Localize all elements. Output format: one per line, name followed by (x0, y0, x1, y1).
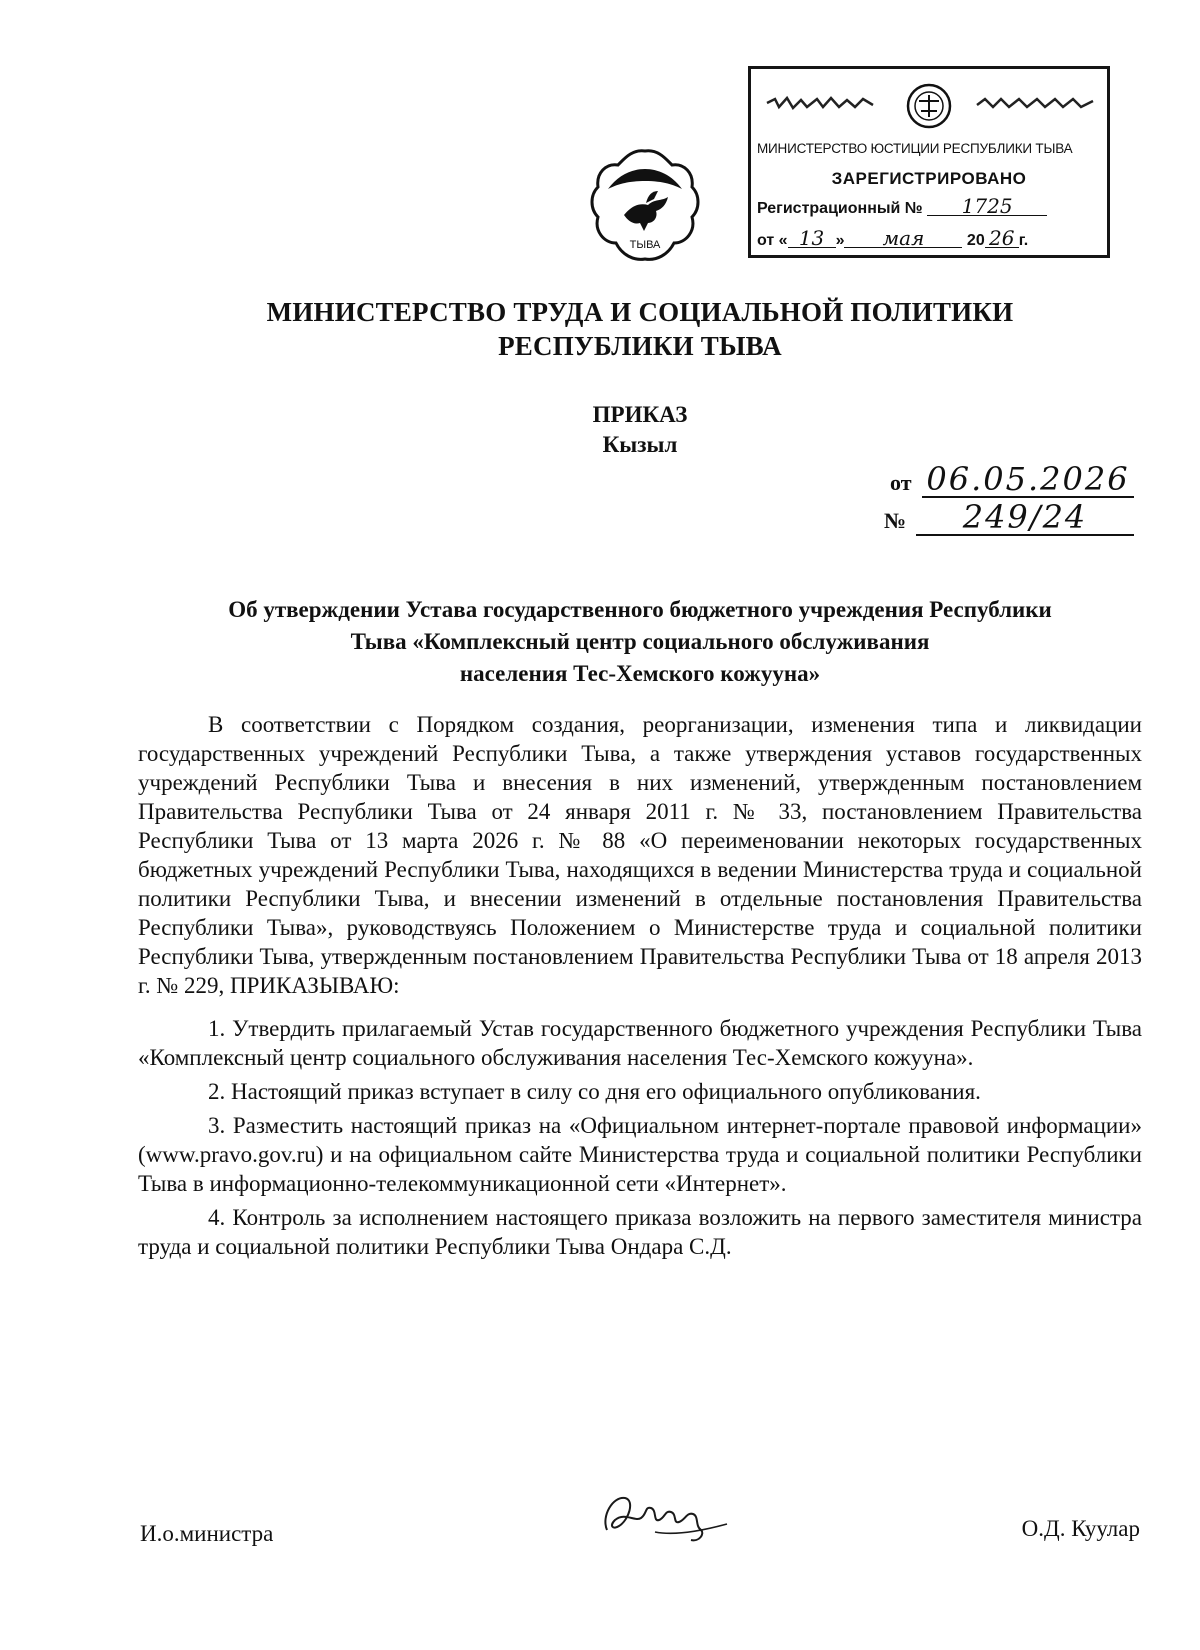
document-city: Кызыл (602, 432, 678, 457)
stamp-date-year-prefix: 20 (966, 232, 985, 249)
stamp-seal-icon (905, 81, 953, 131)
order-date-row (890, 462, 1140, 500)
stamp-ministry: МИНИСТЕРСТВО ЮСТИЦИИ РЕСПУБЛИКИ ТЫВА (757, 141, 1073, 156)
order-item-1: 1. Утвердить прилагаемый Устав государственного бюджетного учреждения Республики Тыва «Комплексный центр социального обслуживания населения Тес-Хемского кожууна». (138, 1016, 1142, 1070)
stamp-date-day: 13 (788, 229, 836, 248)
handwritten-signature (595, 1486, 735, 1546)
subject-line-1: Об утверждении Устава государственного бюджетного учреждения Республики (228, 597, 1052, 622)
order-item-3: 3. Разместить настоящий приказ на «Официальном интернет-портале правовой информации» (www.pravo.gov.ru) и на официальном сайте Министерства труда и социальной политики Республики Тыва в информационно-телекоммуникационной сети «Интернет». (138, 1113, 1142, 1196)
stamp-illegible-text-right (975, 95, 1095, 111)
stamp-reg-label: Регистрационный № (757, 200, 923, 217)
stamp-registered: ЗАРЕГИСТРИРОВАНО (831, 169, 1027, 188)
signatory-role: И.о.министра (140, 1521, 274, 1546)
order-date-label: от (890, 470, 912, 495)
stamp-illegible-text-left (765, 95, 875, 111)
stamp-header (765, 77, 1095, 133)
order-item-2: 2. Настоящий приказ вступает в силу со дня его официального опубликования. (208, 1079, 981, 1104)
order-number-value: 249/24 (916, 500, 1134, 536)
stamp-date-mid: » (835, 232, 845, 249)
stamp-date-month: мая (844, 229, 962, 248)
organization-line-2: РЕСПУБЛИКИ ТЫВА (498, 331, 782, 361)
stamp-registration-number (757, 194, 1047, 218)
preamble-paragraph: В соответствии с Порядком создания, реорганизации, изменения типа и ликвидации государственных учреждений Республики Тыва, а также утверждения уставов государственных учреждений Республики Тыва и внесения в них изменений, утвержденным постановлением Правительства Республики Тыва от 24 января 2011 г. № 33, постановлением Правительства Республики Тыва от 13 марта 2026 г. № 88 «О переименовании некоторых государственных бюджетных учреждений Республики Тыва, находящихся в ведении Министерства труда и социальной политики Республики Тыва, и внесении изменений в отдельные постановления Правительства Республики Тыва», руководствуясь Положением о Министерстве труда и социальной политики Республики Тыва, утвержденным постановлением Правительства Республики Тыва от 18 апреля 2013 г. № 229, ПРИКАЗЫВАЮ: (138, 712, 1142, 998)
stamp-reg-number: 1725 (927, 197, 1047, 216)
order-date-value: 06.05.2026 (922, 462, 1134, 498)
order-number-label: № (884, 508, 907, 533)
organization-line-1: МИНИСТЕРСТВО ТРУДА И СОЦИАЛЬНОЙ ПОЛИТИКИ (266, 297, 1014, 327)
stamp-date (757, 226, 1029, 250)
subject-line-3: населения Тес-Хемского кожууна» (459, 661, 821, 686)
signatory-name: О.Д. Куулар (1021, 1516, 1140, 1541)
tuva-emblem-icon (588, 145, 703, 265)
svg-text:ТЫВА: ТЫВА (629, 239, 661, 251)
stamp-date-year: 26 (985, 229, 1019, 248)
organization-name (0, 295, 1200, 363)
order-subject (140, 594, 1140, 690)
stamp-date-prefix: от « (757, 232, 788, 249)
order-meta (884, 460, 1140, 538)
order-item-4: 4. Контроль за исполнением настоящего приказа возложить на первого заместителя министра труда и социальной политики Республики Тыва Ондара С.Д. (138, 1205, 1142, 1259)
order-number-row (884, 498, 1140, 538)
subject-line-2: Тыва «Комплексный центр социального обслуживания (350, 629, 930, 654)
order-heading (0, 400, 1200, 460)
stamp-date-suffix: г. (1018, 232, 1029, 249)
document-type: ПРИКАЗ (592, 402, 688, 427)
registration-stamp (748, 66, 1110, 258)
order-body (138, 710, 1142, 1266)
